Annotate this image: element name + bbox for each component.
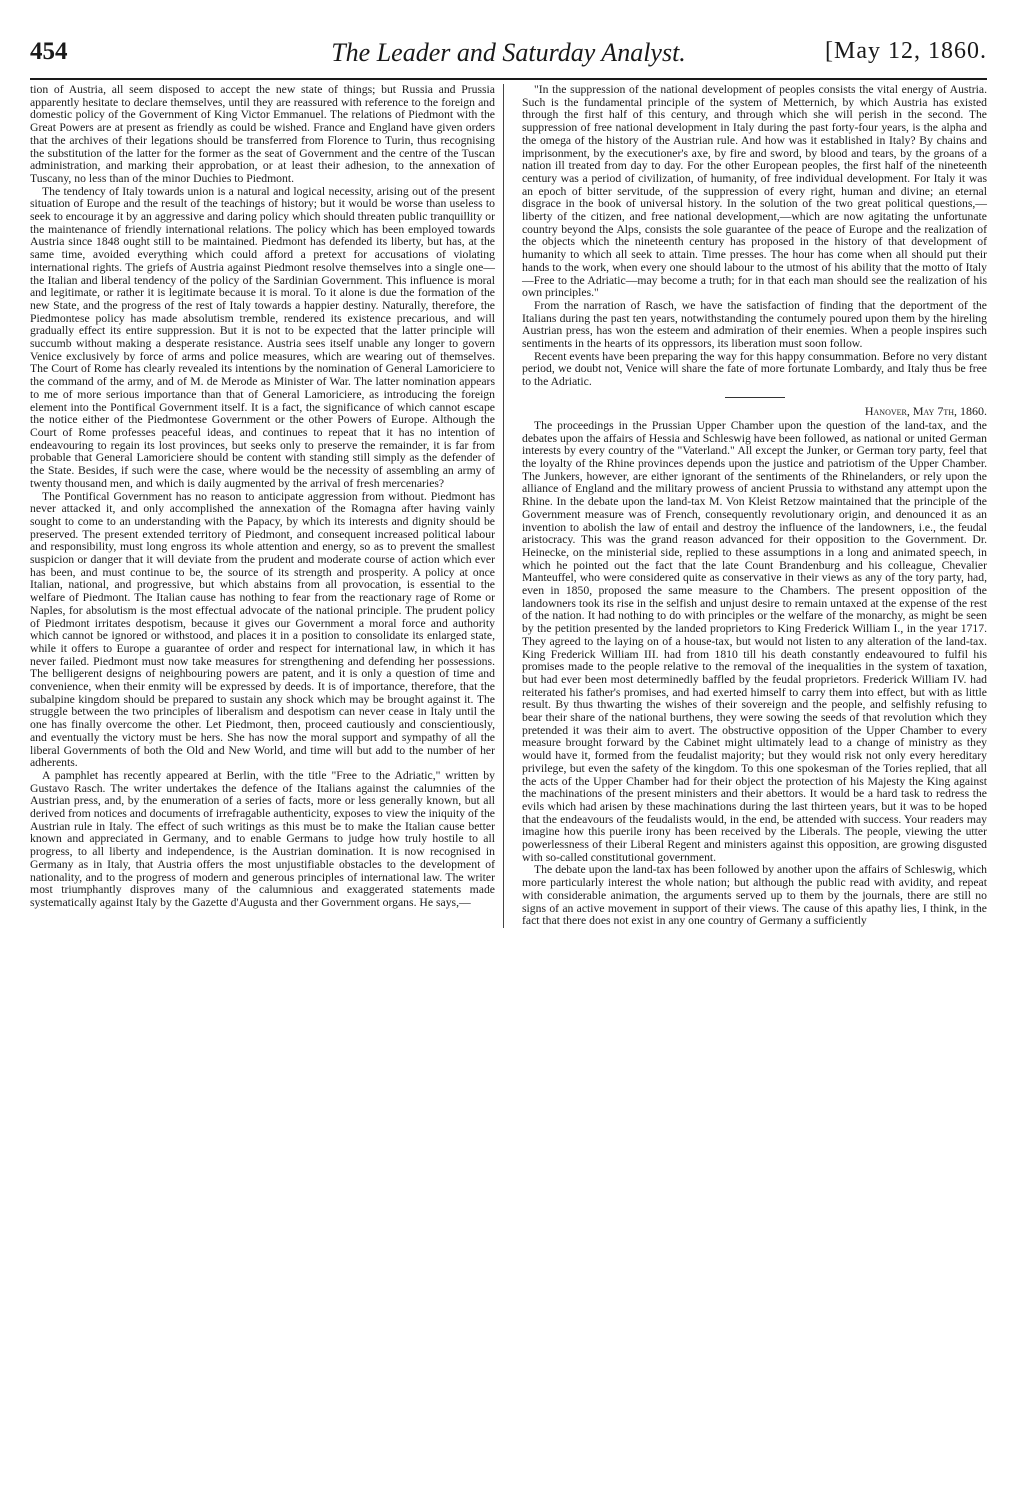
dateline: Hanover, May 7th, 1860. bbox=[864, 403, 987, 418]
paragraph: The proceedings in the Prussian Upper Chamber upon the question of the land-tax, and the debates upon the affairs of Hessia and Schleswig have been followed, as national or united German interests by every country of the "Vaterland." All except the Junker, or German tory party, feel that the loyalty of the Rhine provinces depends upon the justice and patriotism of the Upper Chamber. The Junkers, however, are either ignorant of the sentiments of the Rhinelanders, or rely upon the alliance of England and the military prowess of ancient Prussia to withstand any attempt upon the Rhine. In the debate upon the land-tax M. Von Kleist Retzow maintained that the principle of the Government measure was of French, consequently revolutionary origin, and denounced it as an invention to abolish the law of entail and destroy the influence of the landowners, i.e., the feudal aristocracy. This was the grand reason advanced for their opposition to the Government. Dr. Heinecke, on the ministerial side, replied to these assumptions in a long and animated speech, in which he pointed out the fact that the late Count Brandenburg and his colleague, Chevalier Manteuffel, who were considered quite as conservative in their views as any of the tory party, had, even in 1850, proposed the same measure to the Chambers. The present opposition of the landowners took its rise in the selfish and unjust desire to remain untaxed at the expense of the rest of the nation. It had nothing to do with principles or the welfare of the monarchy, as might be seen by the petition presented by the landed proprietors to King Frederick William I., in the year 1717. They agreed to the laying on of a house-tax, but would not listen to any alteration of the land-tax. King Frederick William III. had from 1810 till his death constantly endeavoured to fulfil his promises made to the people relative to the removal of the inequalities in the system of taxation, but had ever been most determinedly baffled by the feudal proprietors. Frederick William IV. had reiterated his father's promises, and had exerted himself to carry them into effect, but with as little result. By thus thwarting the wishes of their sovereign and the people, and selfishly refusing to bear their share of the national burthens, they were sowing the seeds of that revolution which they pretended it was their aim to avert. The obstructive opposition of the Upper Chamber to every measure brought forward by the Cabinet might ultimately lead to a change of ministry as they would have it, formed from the feudalist majority; but they would risk not only every hereditary privilege, but even the safety of the kingdom. To this one spokesman of the Tories replied, that all the acts of the Upper Chamber had for their object the protection of his Majesty the King against the machinations of the present ministers and their abettors. It would be a hard task to redress the evils which had arisen by these machinations during the last thirteen years, but it was to be hoped that the endeavours of the feudalists would, in the end, be attended with success. Your readers may imagine how this puerile irony has been received by the Liberals. The people, viewing the utter powerlessness of their Liberal Regent and ministers against this opposition, are growing disgusted with so-called constitutional government. bbox=[522, 418, 987, 864]
paragraph: tion of Austria, all seem disposed to accept the new state of things; but Russia and Prussia apparently hesitate to declare themselves, until they are reassured with reference to the foreign and domestic policy of the Government of King Victor Emmanuel. The relations of Piedmont with the Great Powers are at present as friendly as could be wished. France and England have given orders that the archives of their legations should be transferred from Florence to Turin, thus recognising the substitution of the latter for the former as the seat of Government and the centre of the Tuscan administration, and marking their approbation, or at least their adhesion, to the annexation of Tuscany, no less than of the minor Duchies to Piedmont. bbox=[30, 83, 495, 185]
paragraph: The tendency of Italy towards union is a natural and logical necessity, arising out of the present situation of Europe and the result of the teachings of history; but it would be worse than useless to seek to encourage it by an aggressive and daring policy which should threaten public tranquillity or the maintenance of friendly international relations. The policy which has been employed towards Austria since 1848 ought still to be maintained. Piedmont has defended its liberty, but has, at the same time, avoided everything which could afford a pretext for accusations of violating international rights. The griefs of Austria against Piedmont resolve themselves into a single one—the Italian and liberal tendency of the policy of the Sardinian Government. This influence is moral and legitimate, or rather it is legitimate because it is moral. To it alone is due the formation of the new State, and the progress of the rest of Italy towards a happier destiny. Naturally, therefore, the Piedmontese policy has made absolutism tremble, rendered its existence precarious, and will gradually effect its entire suppression. But it is not to be expected that the latter principle will succumb without making a desperate resistance. Austria sees itself unable any longer to govern Venice exclusively by force of arms and police measures, which are wearing out of themselves. The Court of Rome has clearly revealed its intentions by the nomination of General Lamoriciere to the command of the army, and of M. de Merode as Minister of War. The latter nomination appears to me of more serious importance than that of General Lamoriciere, as introducing the foreign element into the Pontifical Government itself. It is a fact, the significance of which cannot escape the notice either of the Piedmontese Government or the other Powers of Europe. Although the Court of Rome professes peaceful ideas, and continues to repeat that it has no intention of endeavouring to regain its lost provinces, but seeks only to preserve the remainder, it is far from probable that General Lamoriciere should be content with standing still simply as the defender of the State. Besides, if such were the case, where would be the necessity of assembling an army of twenty thousand men, and which is daily augmented by the arrival of fresh mercenaries? bbox=[30, 184, 495, 490]
left-column bbox=[30, 84, 504, 928]
quotation-paragraph: "In the suppression of the national development of peoples consists the vital energy of Austria. Such is the fundamental principle of the system of Metternich, by which Austria has existed through the first half of this century, and through which she will perish in the second. The suppression of free national development in Italy during the past forty-four years, is the alpha and the omega of the history of the Austrian rule. And how was it established in Italy? By chains and imprisonment, by the executioner's axe, by fire and sword, by blood and tears, by the groans of a nation ill treated from day to day. For the other European peoples, the first half of the nineteenth century was a period of civilization, of humanity, of free individual development. For Italy it was an epoch of bitter servitude, of the suppression of every right, human and divine; an eternal disgrace in the book of universal history. In the solution of the two great political questions,—liberty of the citizen, and free national development,—which are now agitating the unfortunate country beyond the Alps, consists the sole guarantee of the peace of Europe and the realization of the objects which the nineteenth century has proposed in the history of that development of humanity to which all seek to attain. Time presses. The hour has come when all should put their hands to the work, when every one should labour to the utmost of his ability that the motto of Italy—Free to the Adriatic—may become a truth; for in that each man should see the realization of his own principles." bbox=[522, 83, 987, 300]
paragraph: A pamphlet has recently appeared at Berlin, with the title "Free to the Adriatic," written by Gustavo Rasch. The writer undertakes the defence of the Italians against the calumnies of the Austrian press, and, by the enumeration of a series of facts, more or less generally known, but all derived from notices and documents of irrefragable authenticity, exposes to view the iniquity of the Austrian rule in Italy. The effect of such writings as this must be to make the Italian cause better known and appreciated in Germany, and to enable Germans to judge how truly hostile to all progress, to all liberty and independence, is the Austrian domination. It is now recognised in Germany as in Italy, that Austria offers the most unjustifiable obstacles to the development of nationality, and to the progress of modern and generous principles of international law. The writer most triumphantly disproves many of the calumnious and exaggerated statements made systematically against Italy by the Gazette d'Augusta and ther Government organs. He says,— bbox=[30, 768, 495, 909]
right-column bbox=[522, 84, 987, 928]
paragraph: The Pontifical Government has no reason to anticipate aggression from without. Piedmont has never attacked it, and only accomplished the annexation of the Romagna after having vainly sought to come to an understanding with the Papacy, by which its interests and dignity should be preserved. The present extended territory of Piedmont, and consequent increased political labour and responsibility, must long engross its whole attention and energy, so as to prevent the smallest suspicion or danger that it will deviate from the prudent and moderate course of action which ever has been, and must continue to be, the source of its strength and prosperity. A policy at once Italian, national, and progressive, but which abstains from all provocation, is essential to the welfare of Piedmont. The Italian cause has nothing to fear from the reactionary rage of Rome or Naples, for absolutism is the most effectual advocate of the national principle. The prudent policy of Piedmont irritates despotism, because it gives our Government a moral force and authority which cannot be ignored or withstood, and places it in a position to consolidate its enlarged state, while it offers to Europe a guarantee of order and respect for international law, in which it has never failed. Piedmont must now take measures for strengthening and defending her possessions. The belligerent designs of neighbouring powers are patent, and it is only a question of time and convenience, when their enmity will be expressed by deeds. It is of importance, therefore, that the subalpine kingdom should be prepared to sustain any shock which may be brought against it. The struggle between the two principles of liberalism and despotism can never cease in Italy until the one has finally overcome the other. Let Piedmont, then, proceed cautiously and conscientiously, and eventually the victory must be hers. She has now the moral support and sympathy of all the liberal Governments of both the Old and New World, and time will but add to the number of her adherents. bbox=[30, 489, 495, 770]
page-number: 454 bbox=[30, 38, 68, 65]
newspaper-title: The Leader and Saturday Analyst. bbox=[331, 38, 686, 67]
article-columns bbox=[30, 84, 987, 928]
issue-date: [May 12, 1860. bbox=[825, 38, 987, 64]
section-divider bbox=[725, 397, 785, 398]
paragraph: The debate upon the land-tax has been followed by another upon the affairs of Schleswig, which more particularly interest the whole nation; but although the public read with avidity, and repeat with considerable animation, the arguments served up to them by the journals, there are still no signs of an active movement in support of their views. The cause of this apathy lies, I think, in the fact that there does not exist in any one country of Germany a sufficiently bbox=[522, 863, 987, 928]
paragraph: Recent events have been preparing the way for this happy consummation. Before no very distant period, we doubt not, Venice will share the fate of more fortunate Lombardy, and Italy thus be free to the Adriatic. bbox=[522, 349, 987, 389]
paragraph: From the narration of Rasch, we have the satisfaction of finding that the deportment of the Italians during the past ten years, notwithstanding the contumely poured upon them by the hireling Austrian press, has won the esteem and admiration of their enemies. When a people inspires such sentiments in the hearts of its oppressors, its liberation must soon follow. bbox=[522, 298, 987, 351]
masthead bbox=[30, 38, 987, 80]
